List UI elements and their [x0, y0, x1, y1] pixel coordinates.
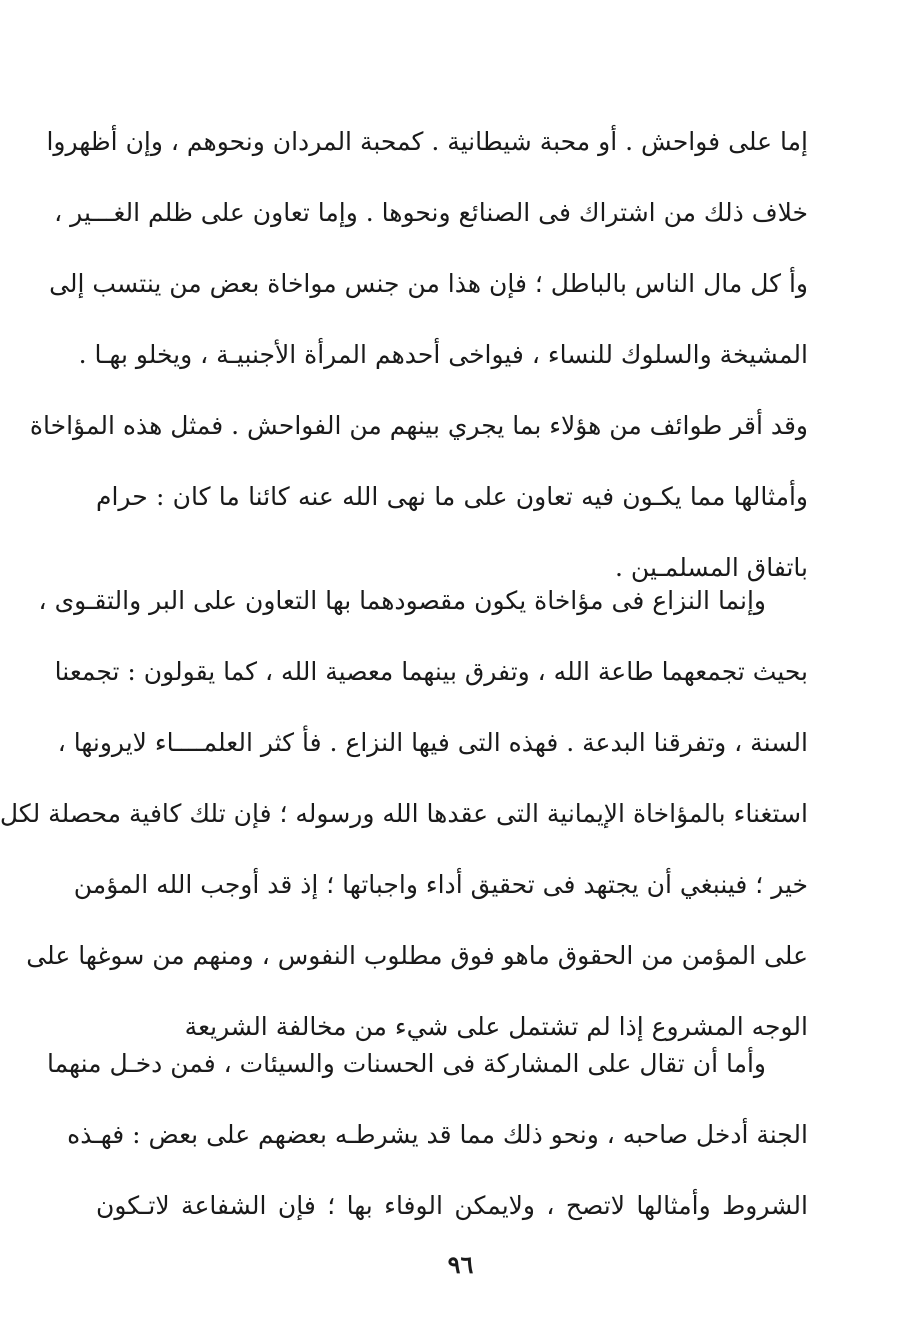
- text-line: وأمثالها مما يكـون فيه تعاون على ما نهى الله عنه كائنا ما كان : حرام: [96, 482, 808, 511]
- paragraph-2: [0, 565, 808, 1062]
- text-line: المشيخة والسلوك للنساء ، فيواخى أحدهم المرأة الأجنبيـة ، ويخلو بهـا .: [78, 340, 808, 369]
- text-line: باتفاق المسلمـين .: [615, 553, 808, 582]
- text-line: وأما أن تقال على المشاركة فى الحسنات والسيئات ، فمن دخـل منهما: [46, 1049, 766, 1078]
- text-line: الشروط وأمثالها لاتصح ، ولايمكن الوفاء بها ؛ فإن الشفاعة لاتـكون: [96, 1191, 808, 1220]
- text-line: السنة ، وتفرقنا البدعة . فهذه التى فيها النزاع . فأ كثر العلمــــاء لايرونها ،: [57, 728, 808, 757]
- text-line: خلاف ذلك من اشتراك فى الصنائع ونحوها . وإما تعاون على ظلم الغـــير ،: [54, 198, 808, 227]
- text-line: وقد أقر طوائف من هؤلاء بما يجري بينهم من الفواحش . فمثل هذه المؤاخاة: [29, 411, 808, 440]
- paragraph-3: [46, 1028, 808, 1241]
- page-number: ٩٦: [447, 1250, 474, 1279]
- text-line: الوجه المشروع إذا لم تشتمل على شيء من مخالفة الشريعة: [184, 1012, 808, 1041]
- text-line: خير ؛ فينبغي أن يجتهد فى تحقيق أداء واجباتها ؛ إذ قد أوجب الله المؤمن: [73, 870, 808, 899]
- text-line: إما على فواحش . أو محبة شيطانية . كمحبة المردان ونحوهم ، وإن أظهروا: [46, 127, 808, 156]
- text-line: على المؤمن من الحقوق ماهو فوق مطلوب النفوس ، ومنهم من سوغها على: [26, 941, 808, 970]
- paragraph-1: [29, 106, 808, 603]
- text-line: بحيث تجمعهما طاعة الله ، وتفرق بينهما معصية الله ، كما يقولون : تجمعنا: [54, 657, 808, 686]
- text-line: وأ كل مال الناس بالباطل ؛ فإن هذا من جنس مواخاة بعض من ينتسب إلى: [49, 269, 808, 298]
- text-line: وإنما النزاع فى مؤاخاة يكون مقصودهما بها التعاون على البر والتقـوى ،: [38, 586, 766, 615]
- text-line: استغناء بالمؤاخاة الإيمانية التى عقدها الله ورسوله ؛ فإن تلك كافية محصلة لكل: [0, 799, 808, 828]
- text-line: الجنة أدخل صاحبه ، ونحو ذلك مما قد يشرطـه بعضهم على بعض : فهـذه: [67, 1120, 808, 1149]
